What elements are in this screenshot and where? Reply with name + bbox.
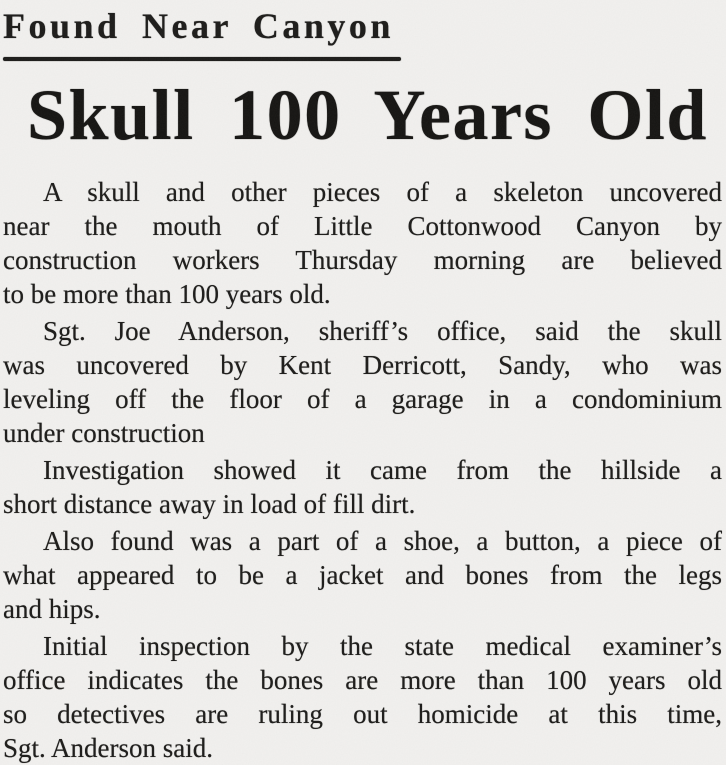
body-line: near the mouth of Little Cottonwood Canyon by (3, 211, 722, 242)
body-line: to be more than 100 years old. (3, 279, 331, 310)
body-line: Sgt. Anderson said. (3, 733, 214, 764)
body-line: short distance away in load of fill dirt. (3, 489, 416, 520)
body-line: and hips. (3, 594, 101, 625)
article (3, 6, 722, 765)
main-headline: Skull 100 Years Old (27, 75, 708, 156)
paragraph-3 (3, 453, 722, 521)
body-line: Initial inspection by the state medical examiner’s (43, 631, 722, 662)
body-line: A skull and other pieces of a skeleton uncovered (43, 177, 722, 208)
body-line: Also found was a part of a shoe, a button, a piece of (43, 526, 722, 557)
article-header (3, 6, 722, 156)
body-line: Sgt. Joe Anderson, sheriff’s office, said the skull (43, 316, 722, 347)
body-line: leveling off the floor of a garage in a condominium (3, 384, 722, 415)
body-line: office indicates the bones are more than 100 years old (3, 665, 722, 696)
body-line: so detectives are ruling out homicide at this time, (3, 699, 722, 730)
body-line: was uncovered by Kent Derricott, Sandy, who was (3, 350, 722, 381)
body-line: construction workers Thursday morning are believed (3, 245, 722, 276)
body-line: Investigation showed it came from the hillside a (43, 455, 722, 486)
article-body (3, 175, 722, 765)
body-line: under construction (3, 418, 205, 449)
paragraph-5 (3, 629, 722, 765)
paragraph-1 (3, 175, 722, 311)
paragraph-2 (3, 314, 722, 450)
kicker-underline-rule (3, 57, 401, 61)
kicker-headline: Found Near Canyon (3, 6, 394, 46)
body-line: what appeared to be a jacket and bones from the legs (3, 560, 722, 591)
paragraph-4 (3, 524, 722, 626)
